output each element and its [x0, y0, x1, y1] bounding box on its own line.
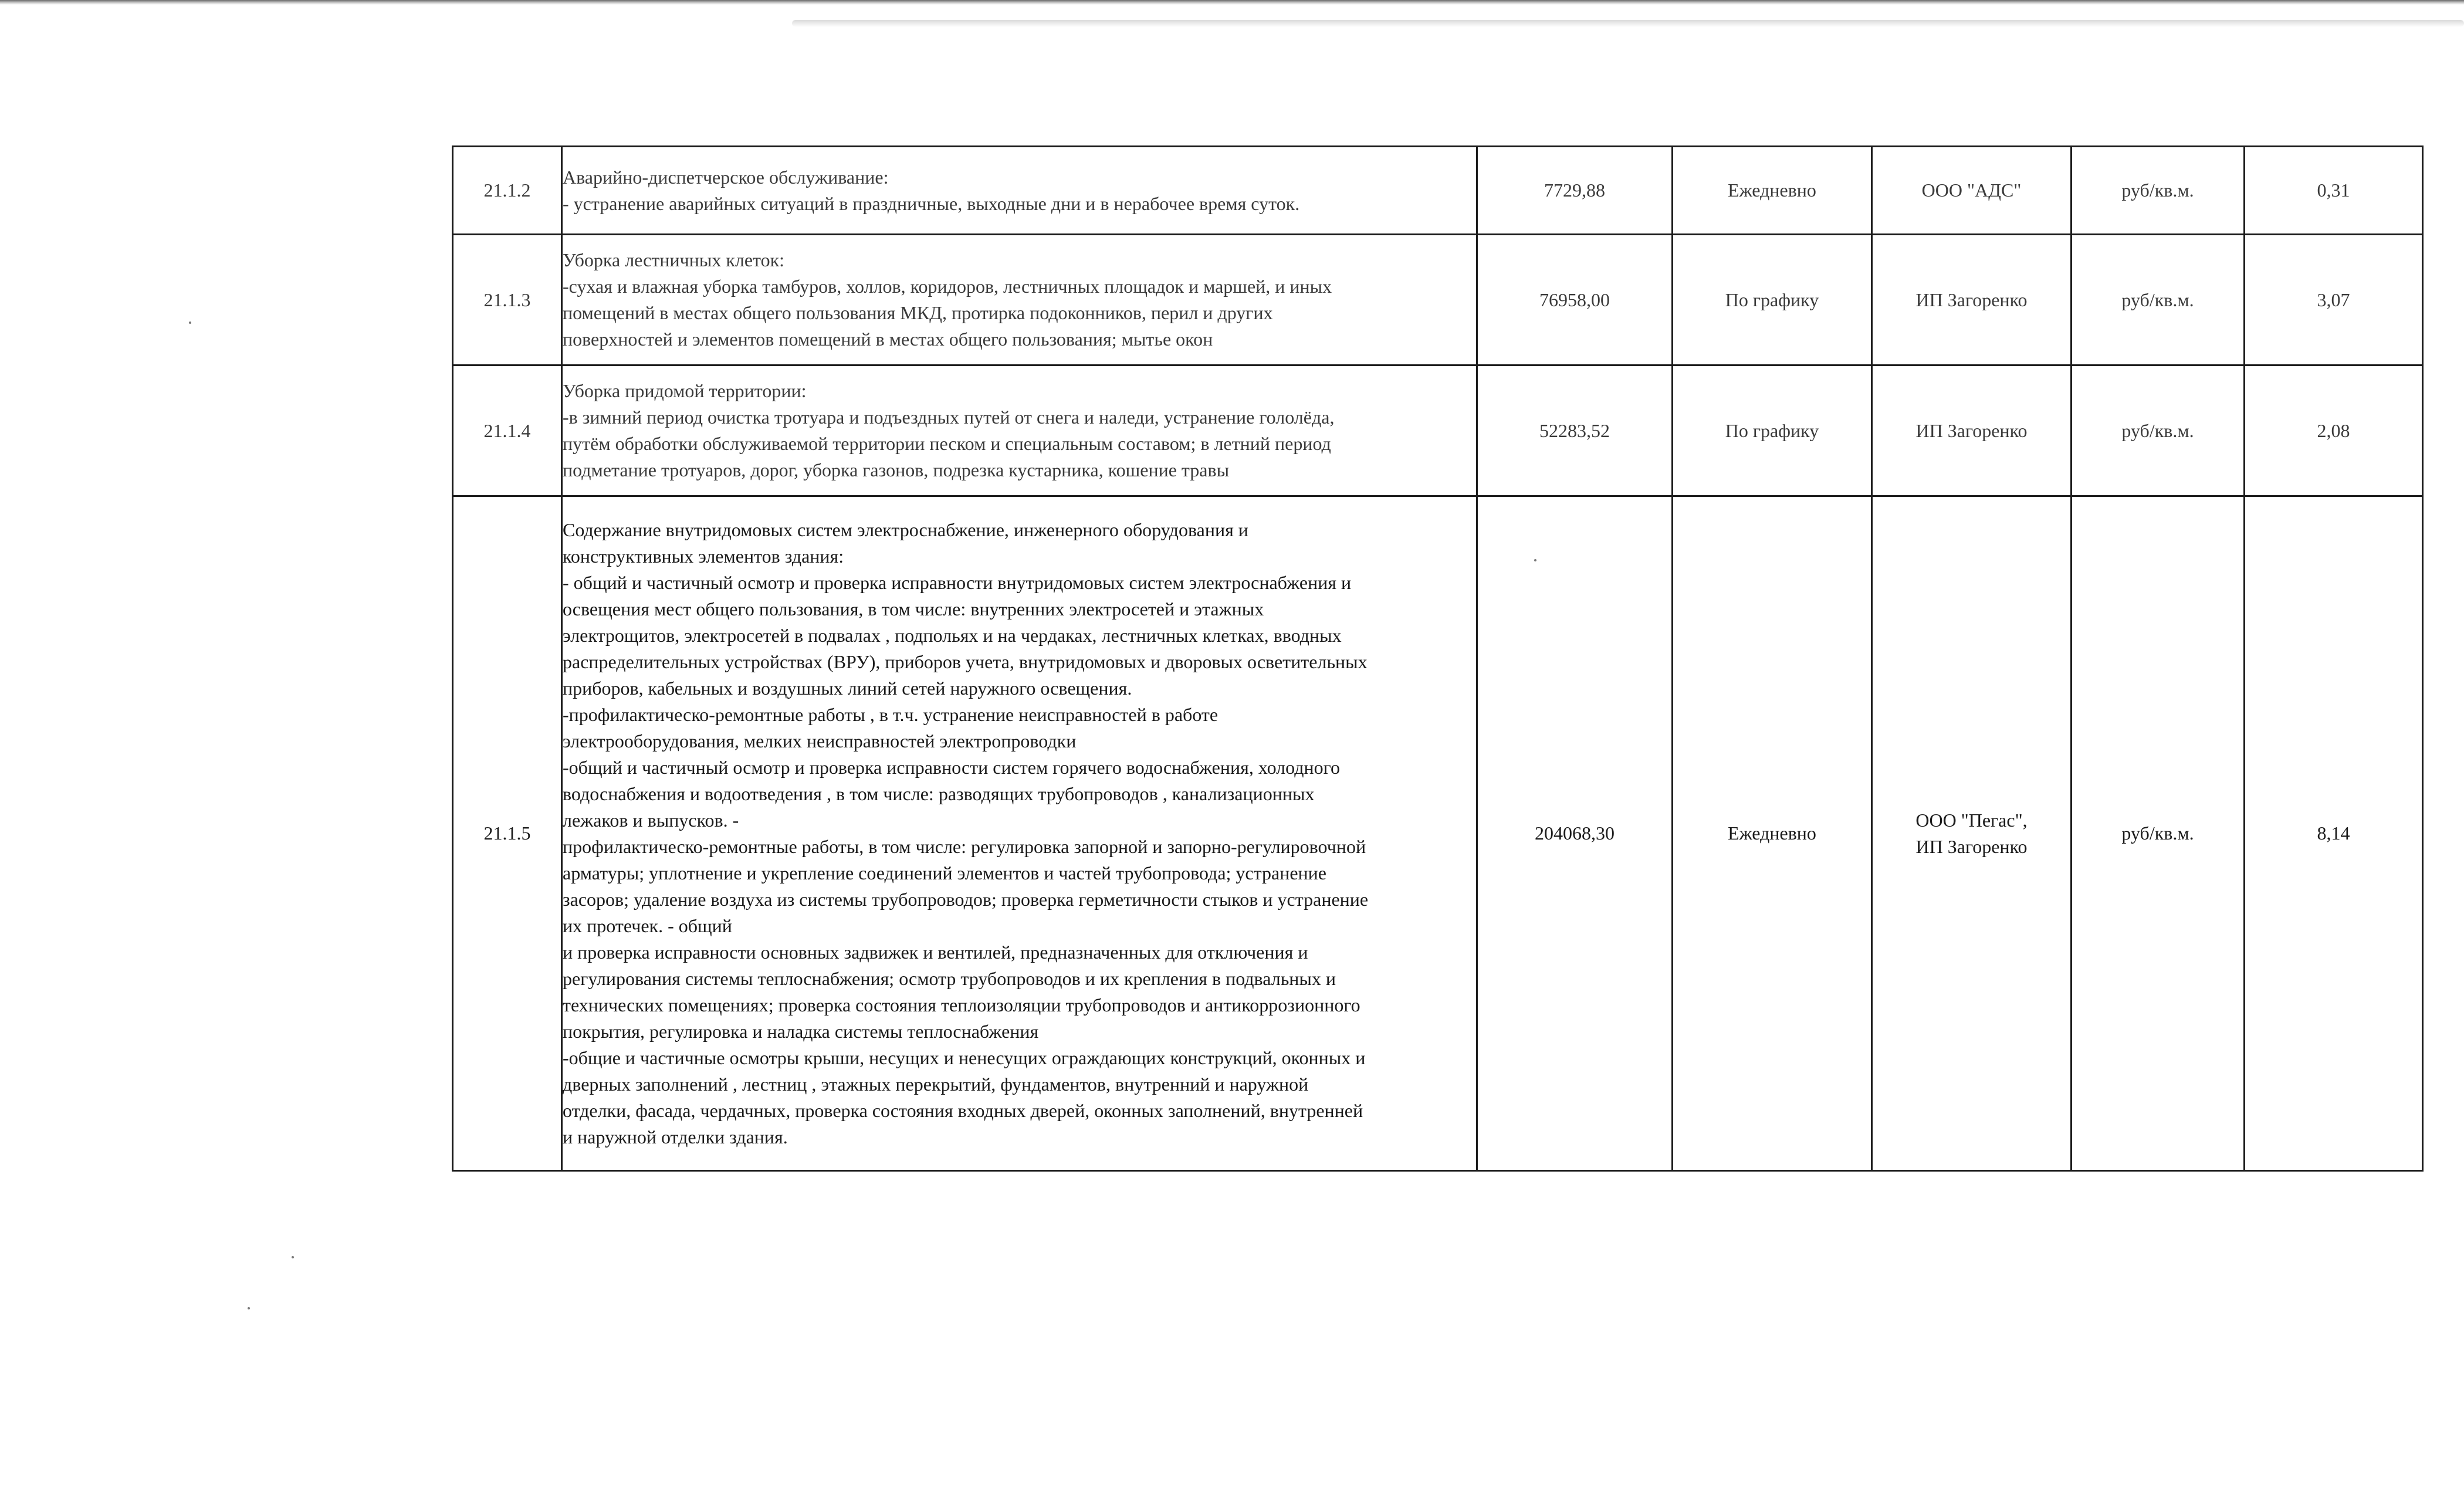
row-number: 21.1.3 [453, 235, 562, 365]
provider-line: ИП Загоренко [1915, 289, 2028, 310]
description-line: освещения мест общего пользования, в том числе: внутренних электросетей и этажных [563, 598, 1264, 620]
services-table [452, 145, 2424, 1172]
description-line: Уборка лестничных клеток: [563, 249, 785, 270]
description-line: регулирования системы теплоснабжения; осмотр трубопроводов и их крепления в подвальных и [563, 967, 1336, 989]
row-number: 21.1.5 [453, 496, 562, 1171]
row-frequency: Ежедневно [1673, 147, 1872, 235]
provider-line: ООО "АДС" [1921, 180, 2022, 201]
row-number: 21.1.2 [453, 147, 562, 235]
row-amount: 7729,88 [1477, 147, 1673, 235]
description-line: помещений в местах общего пользования МКД, протирка подоконников, перил и других [563, 302, 1273, 323]
description-line: распределительных устройствах (ВРУ), приборов учета, внутридомовых и дворовых осветительных [563, 651, 1368, 672]
description-line: Аварийно-диспетчерское обслуживание: [563, 166, 889, 188]
row-number: 21.1.4 [453, 365, 562, 496]
row-frequency: По графику [1673, 365, 1872, 496]
row-description [562, 147, 1477, 235]
provider-line: ИП Загоренко [1915, 835, 2028, 857]
provider-line: ООО "Пегас", [1915, 809, 2028, 831]
description-line: подметание тротуаров, дорог, уборка газонов, подрезка кустарника, кошение травы [563, 459, 1230, 480]
row-unit: руб/кв.м. [2072, 365, 2245, 496]
description-line: электрощитов, электросетей в подвалах , подпольях и на чердаках, лестничных клетках, вводных [563, 624, 1342, 646]
description-line: их протечек. - общий [563, 915, 732, 936]
description-line: Уборка придомой территории: [563, 380, 807, 401]
scan-speck [189, 321, 191, 324]
description-line: покрытия, регулировка и наладка системы теплоснабжения [563, 1020, 1039, 1042]
description-line: -общий и частичный осмотр и проверка исправности систем горячего водоснабжения, холодного [563, 756, 1340, 778]
scan-fold-shadow [792, 20, 2464, 27]
description-line: арматуры; уплотнение и укрепление соединений элементов и частей трубопровода; устранение [563, 862, 1326, 884]
description-line: дверных заполнений , лестниц , этажных перекрытий, фундаментов, внутренний и наружной [563, 1073, 1309, 1095]
description-line: - общий и частичный осмотр и проверка исправности внутридомовых систем электроснабжения и [563, 571, 1352, 593]
provider-line: ИП Загоренко [1915, 419, 2028, 441]
row-unit: руб/кв.м. [2072, 147, 2245, 235]
description-line: конструктивных элементов здания: [563, 545, 844, 567]
row-description [562, 235, 1477, 365]
description-line: технических помещениях; проверка состояния теплоизоляции трубопроводов и антикоррозионного [563, 994, 1360, 1016]
table-row [453, 235, 2423, 365]
description-line: отделки, фасада, чердачных, проверка состояния входных дверей, оконных заполнений, внутренней [563, 1099, 1363, 1121]
description-line: профилактическо-ремонтные работы, в том числе: регулировка запорной и запорно-регулировочной [563, 835, 1366, 857]
row-provider [1872, 235, 2072, 365]
description-line: электрооборудования, мелких неисправностей электропроводки [563, 730, 1077, 752]
row-rate: 2,08 [2245, 365, 2423, 496]
scan-top-edge [0, 0, 2464, 5]
table-row [453, 365, 2423, 496]
description-line: лежаков и выпусков. - [563, 809, 739, 831]
row-rate: 0,31 [2245, 147, 2423, 235]
row-frequency: По графику [1673, 235, 1872, 365]
description-line: приборов, кабельных и воздушных линий сетей наружного освещения. [563, 677, 1132, 699]
row-frequency: Ежедневно [1673, 496, 1872, 1171]
row-provider [1872, 496, 2072, 1171]
description-line: -общие и частичные осмотры крыши, несущих и ненесущих ограждающих конструкций, оконных и [563, 1047, 1366, 1068]
scan-speck [292, 1256, 294, 1258]
row-unit: руб/кв.м. [2072, 496, 2245, 1171]
row-unit: руб/кв.м. [2072, 235, 2245, 365]
description-line: -профилактическо-ремонтные работы , в т.ч. устранение неисправностей в работе [563, 703, 1219, 725]
row-amount: 76958,00 [1477, 235, 1673, 365]
row-rate: 3,07 [2245, 235, 2423, 365]
scan-speck [248, 1307, 250, 1309]
row-amount: 52283,52 [1477, 365, 1673, 496]
description-line: засоров; удаление воздуха из системы трубопроводов; проверка герметичности стыков и устранение [563, 888, 1369, 910]
description-line: и наружной отделки здания. [563, 1126, 788, 1148]
row-description [562, 365, 1477, 496]
description-line: - устранение аварийных ситуаций в праздничные, выходные дни и в нерабочее время суток. [563, 192, 1300, 214]
description-line: и проверка исправности основных задвижек и вентилей, предназначенных для отключения и [563, 941, 1308, 963]
table-row [453, 147, 2423, 235]
row-description [562, 496, 1477, 1171]
row-provider [1872, 147, 2072, 235]
row-rate: 8,14 [2245, 496, 2423, 1171]
description-line: -сухая и влажная уборка тамбуров, холлов, коридоров, лестничных площадок и маршей, и иных [563, 276, 1332, 297]
description-line: -в зимний период очистка тротуара и подъездных путей от снега и наледи, устранение гололёда, [563, 407, 1335, 428]
row-amount: 204068,30 [1477, 496, 1673, 1171]
description-line: поверхностей и элементов помещений в местах общего пользования; мытье окон [563, 329, 1213, 350]
description-line: водоснабжения и водоотведения , в том числе: разводящих трубопроводов , канализационных [563, 783, 1315, 804]
row-provider [1872, 365, 2072, 496]
table-row [453, 496, 2423, 1171]
description-line: Содержание внутридомовых систем электроснабжение, инженерного оборудования и [563, 519, 1248, 540]
description-line: путём обработки обслуживаемой территории песком и специальным составом; в летний период [563, 433, 1331, 454]
